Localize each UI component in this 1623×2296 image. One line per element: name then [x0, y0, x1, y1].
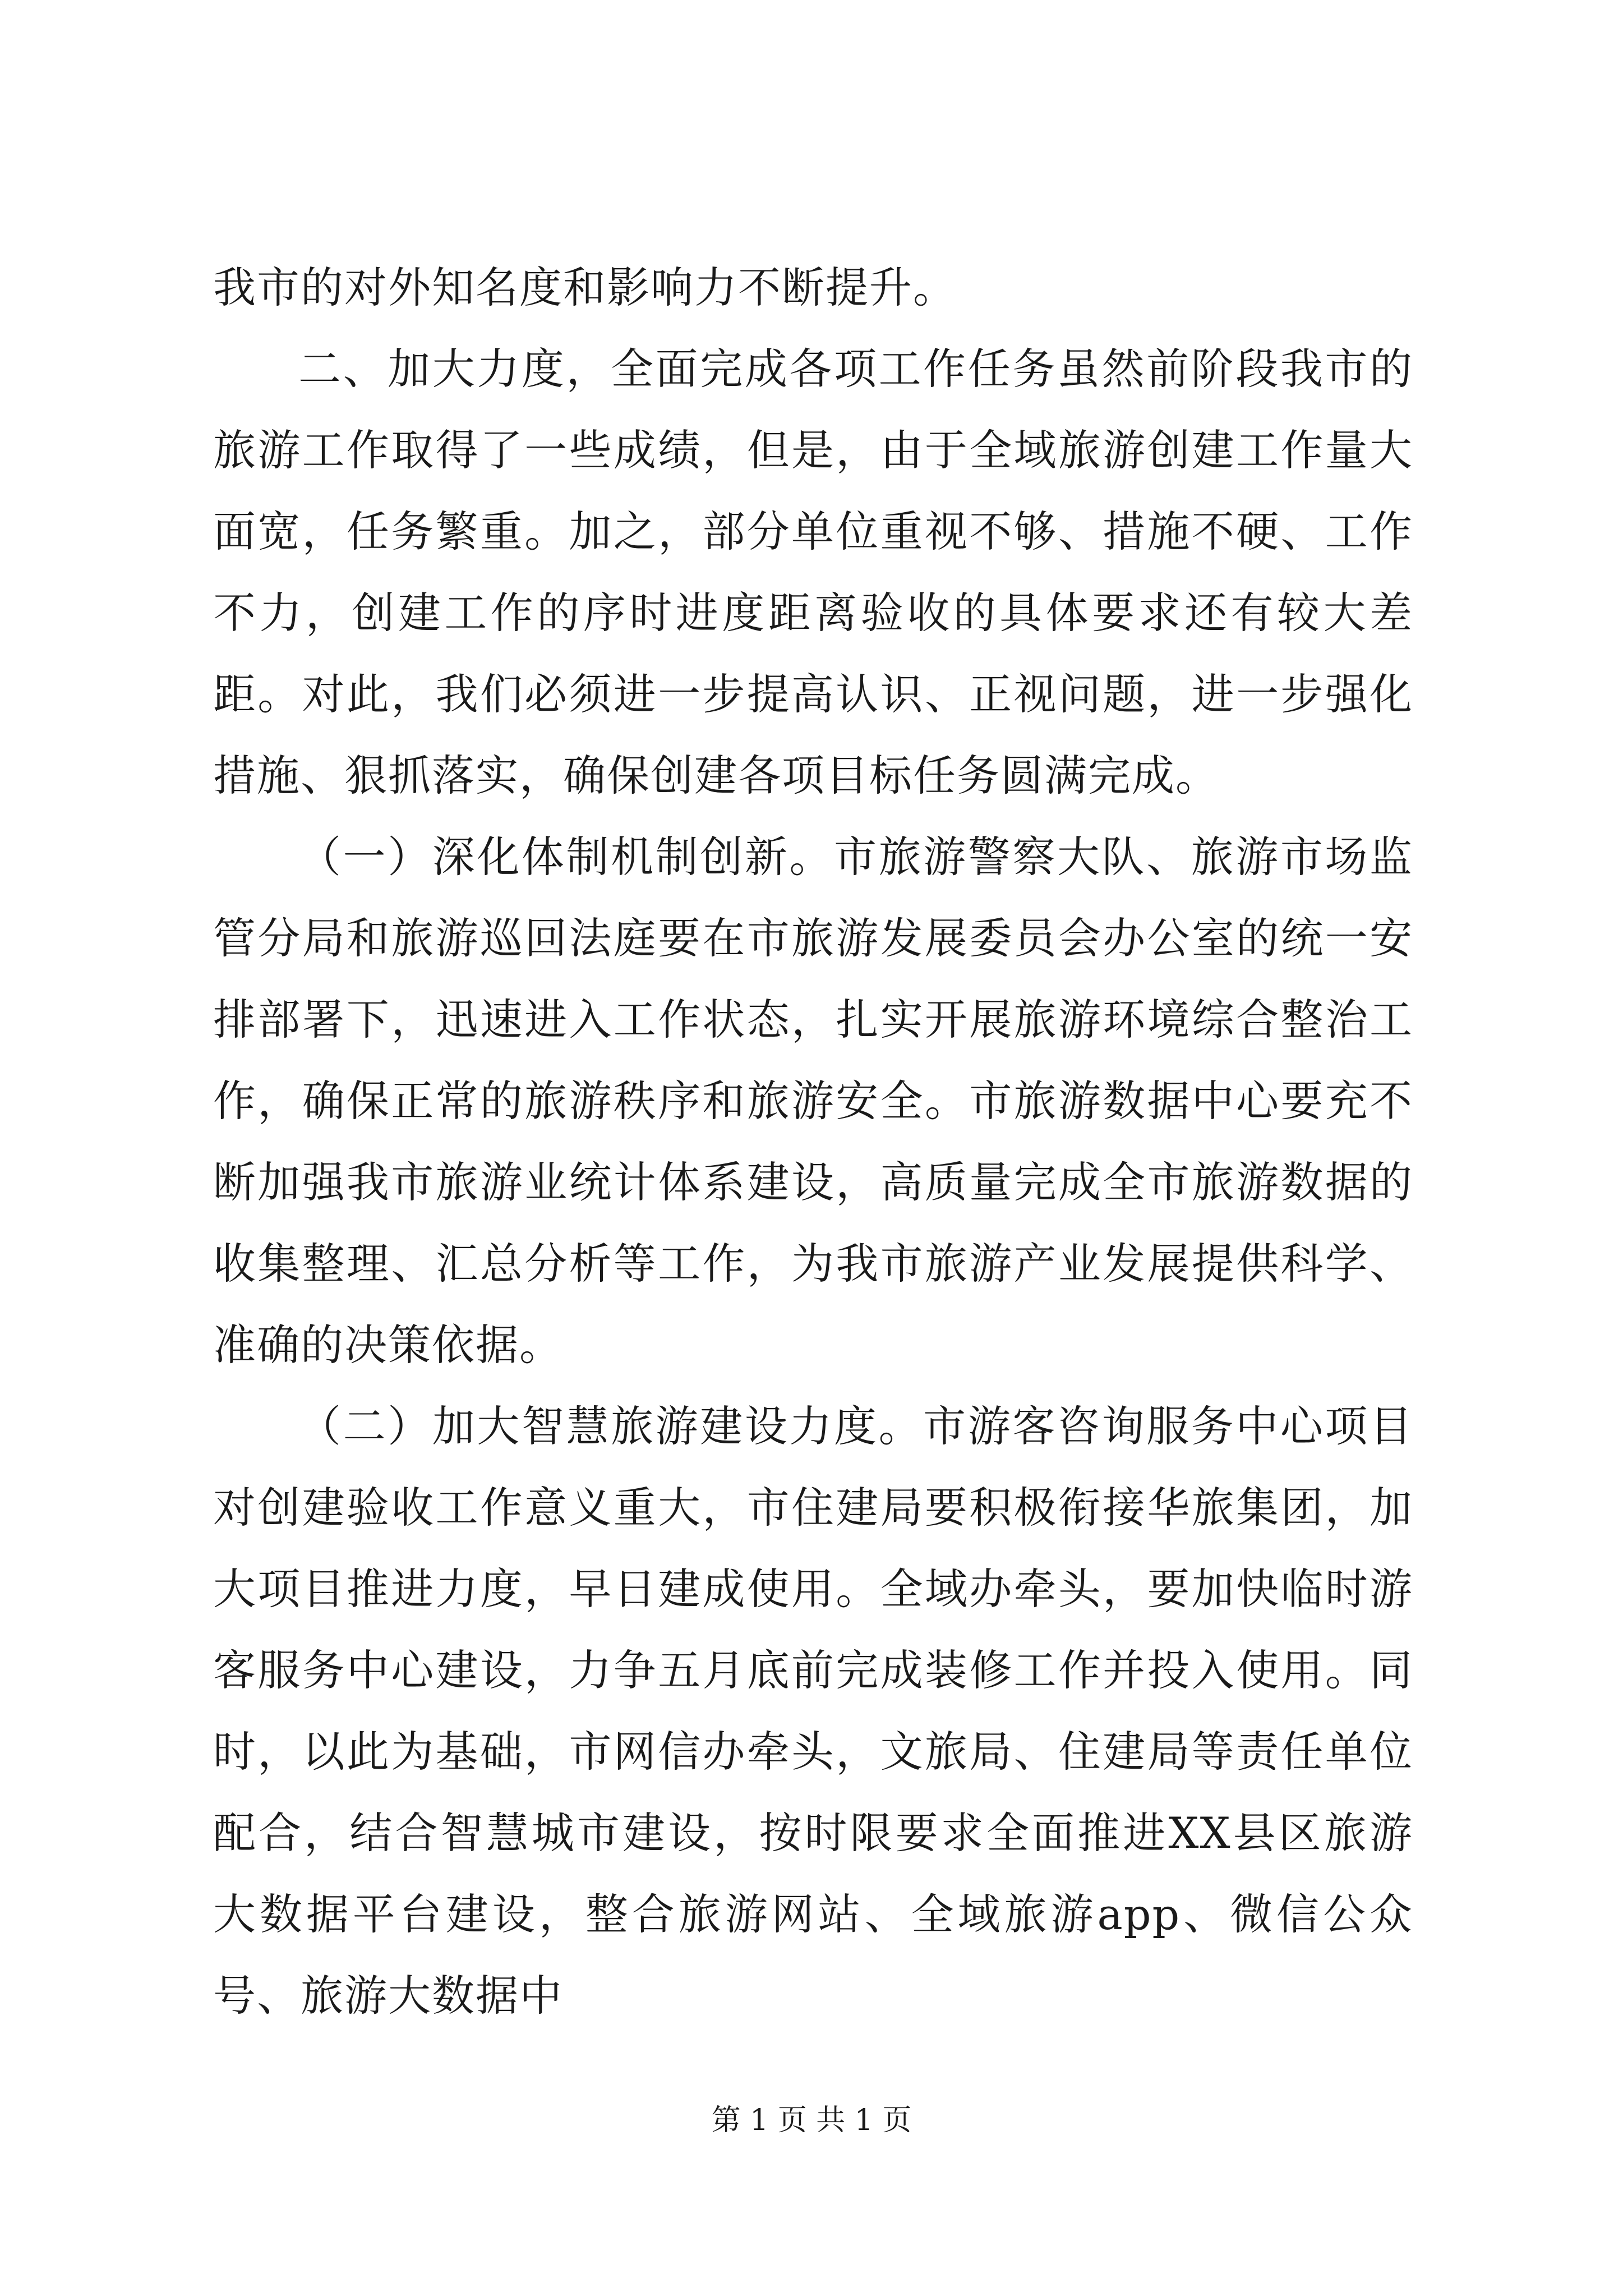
document-body	[213, 247, 1413, 2036]
paragraph-section-two: 二、加大力度，全面完成各项工作任务虽然前阶段我市的旅游工作取得了一些成绩，但是，由于全域旅游创建工作量大面宽，任务繁重。加之，部分单位重视不够、措施不硬、工作不力，创建工作的序时进度距离验收的具体要求还有较大差距。对此，我们必须进一步提高认识、正视问题，进一步强化措施、狠抓落实，确保创建各项目标任务圆满完成。	[213, 344, 1413, 800]
page-footer: 第 1 页 共 1 页	[711, 2104, 912, 2137]
paragraph-continuation: 我市的对外知名度和影响力不断提升。	[213, 263, 957, 312]
paragraph-item-two: （二）加大智慧旅游建设力度。市游客咨询服务中心项目对创建验收工作意义重大，市住建局要积极衔接华旅集团，加大项目推进力度，早日建成使用。全域办牵头，要加快临时游客服务中心建设，力争五月底前完成装修工作并投入使用。同时，以此为基础，市网信办牵头，文旅局、住建局等责任单位配合，结合智慧城市建设，按时限要求全面推进XX县区旅游大数据平台建设，整合旅游网站、全域旅游app、微信公众号、旅游大数据中	[213, 1401, 1413, 2021]
paragraph-item-one: （一）深化体制机制创新。市旅游警察大队、旅游市场监管分局和旅游巡回法庭要在市旅游发展委员会办公室的统一安排部署下，迅速进入工作状态，扎实开展旅游环境综合整治工作，确保正常的旅游秩序和旅游安全。市旅游数据中心要充不断加强我市旅游业统计体系建设，高质量完成全市旅游数据的收集整理、汇总分析等工作，为我市旅游产业发展提供科学、准确的决策依据。	[213, 832, 1413, 1370]
